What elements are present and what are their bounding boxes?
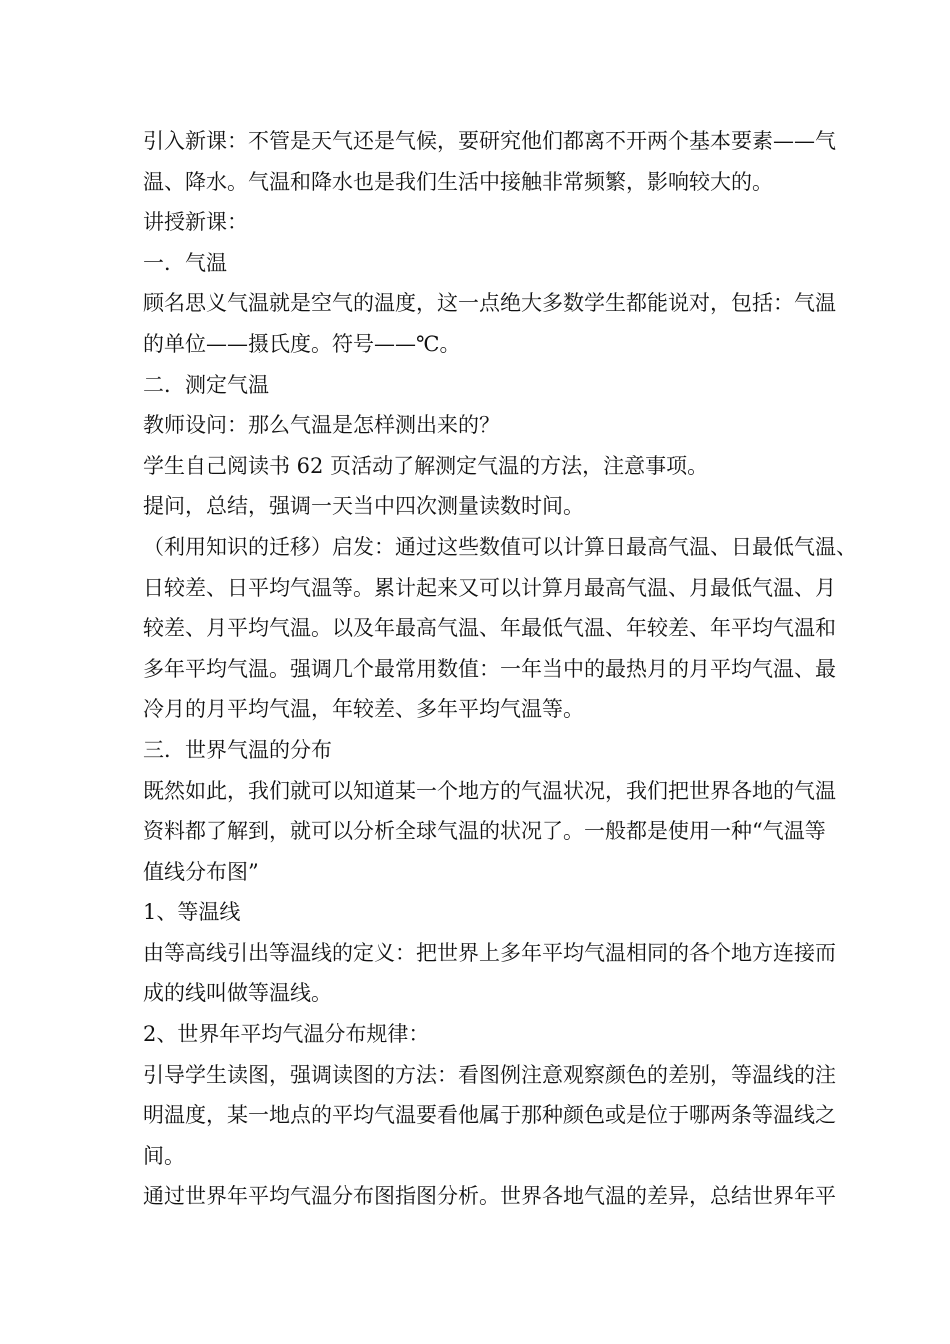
text-line: 引导学生读图，强调读图的方法：看图例注意观察颜色的差别，等温线的注 — [143, 1062, 836, 1087]
subsection-heading: 1、等温线 — [143, 900, 241, 925]
section-label: 讲授新课： — [143, 210, 248, 235]
text-line: 值线分布图” — [143, 859, 259, 884]
text-line: 明温度，某一地点的平均气温要看他属于那种颜色或是位于哪两条等温线之 — [143, 1103, 836, 1128]
text-line: 多年平均气温。强调几个最常用数值：一年当中的最热月的月平均气温、最 — [143, 656, 836, 681]
text-line: 的单位——摄氏度。符号——℃。 — [143, 331, 461, 356]
text-line: 通过世界年平均气温分布图指图分析。世界各地气温的差异，总结世界年平 — [143, 1184, 836, 1209]
text-line: 日较差、日平均气温等。累计起来又可以计算月最高气温、月最低气温、月 — [143, 575, 836, 600]
text-line: （利用知识的迁移）启发：通过这些数值可以计算日最高气温、日最低气温、 — [143, 534, 857, 559]
section-heading: 一．气温 — [143, 250, 227, 275]
text-line: 较差、月平均气温。以及年最高气温、年最低气温、年较差、年平均气温和 — [143, 616, 836, 641]
subsection-heading: 2、世界年平均气温分布规律： — [143, 1022, 430, 1047]
text-line: 学生自己阅读书 62 页活动了解测定气温的方法，注意事项。 — [143, 453, 709, 478]
document-body — [143, 121, 905, 1217]
text-line: 由等高线引出等温线的定义：把世界上多年平均气温相同的各个地方连接而 — [143, 940, 836, 965]
text-line: 顾名思义气温就是空气的温度，这一点绝大多数学生都能说对，包括：气温 — [143, 291, 836, 316]
text-line: 既然如此，我们就可以知道某一个地方的气温状况，我们把世界各地的气温 — [143, 778, 836, 803]
text-line: 引入新课：不管是天气还是气候，要研究他们都离不开两个基本要素——气 — [143, 129, 836, 153]
text-line: 成的线叫做等温线。 — [143, 981, 332, 1006]
section-heading: 三．世界气温的分布 — [143, 737, 332, 762]
section-heading: 二．测定气温 — [143, 372, 269, 397]
text-line: 教师设问：那么气温是怎样测出来的？ — [143, 413, 500, 438]
text-line: 间。 — [143, 1143, 185, 1168]
text-line: 资料都了解到，就可以分析全球气温的状况了。一般都是使用一种“气温等 — [143, 819, 826, 844]
text-line: 温、降水。气温和降水也是我们生活中接触非常频繁，影响较大的。 — [143, 169, 773, 194]
text-line: 提问，总结，强调一天当中四次测量读数时间。 — [143, 494, 584, 519]
text-line: 冷月的月平均气温，年较差、多年平均气温等。 — [143, 697, 584, 722]
